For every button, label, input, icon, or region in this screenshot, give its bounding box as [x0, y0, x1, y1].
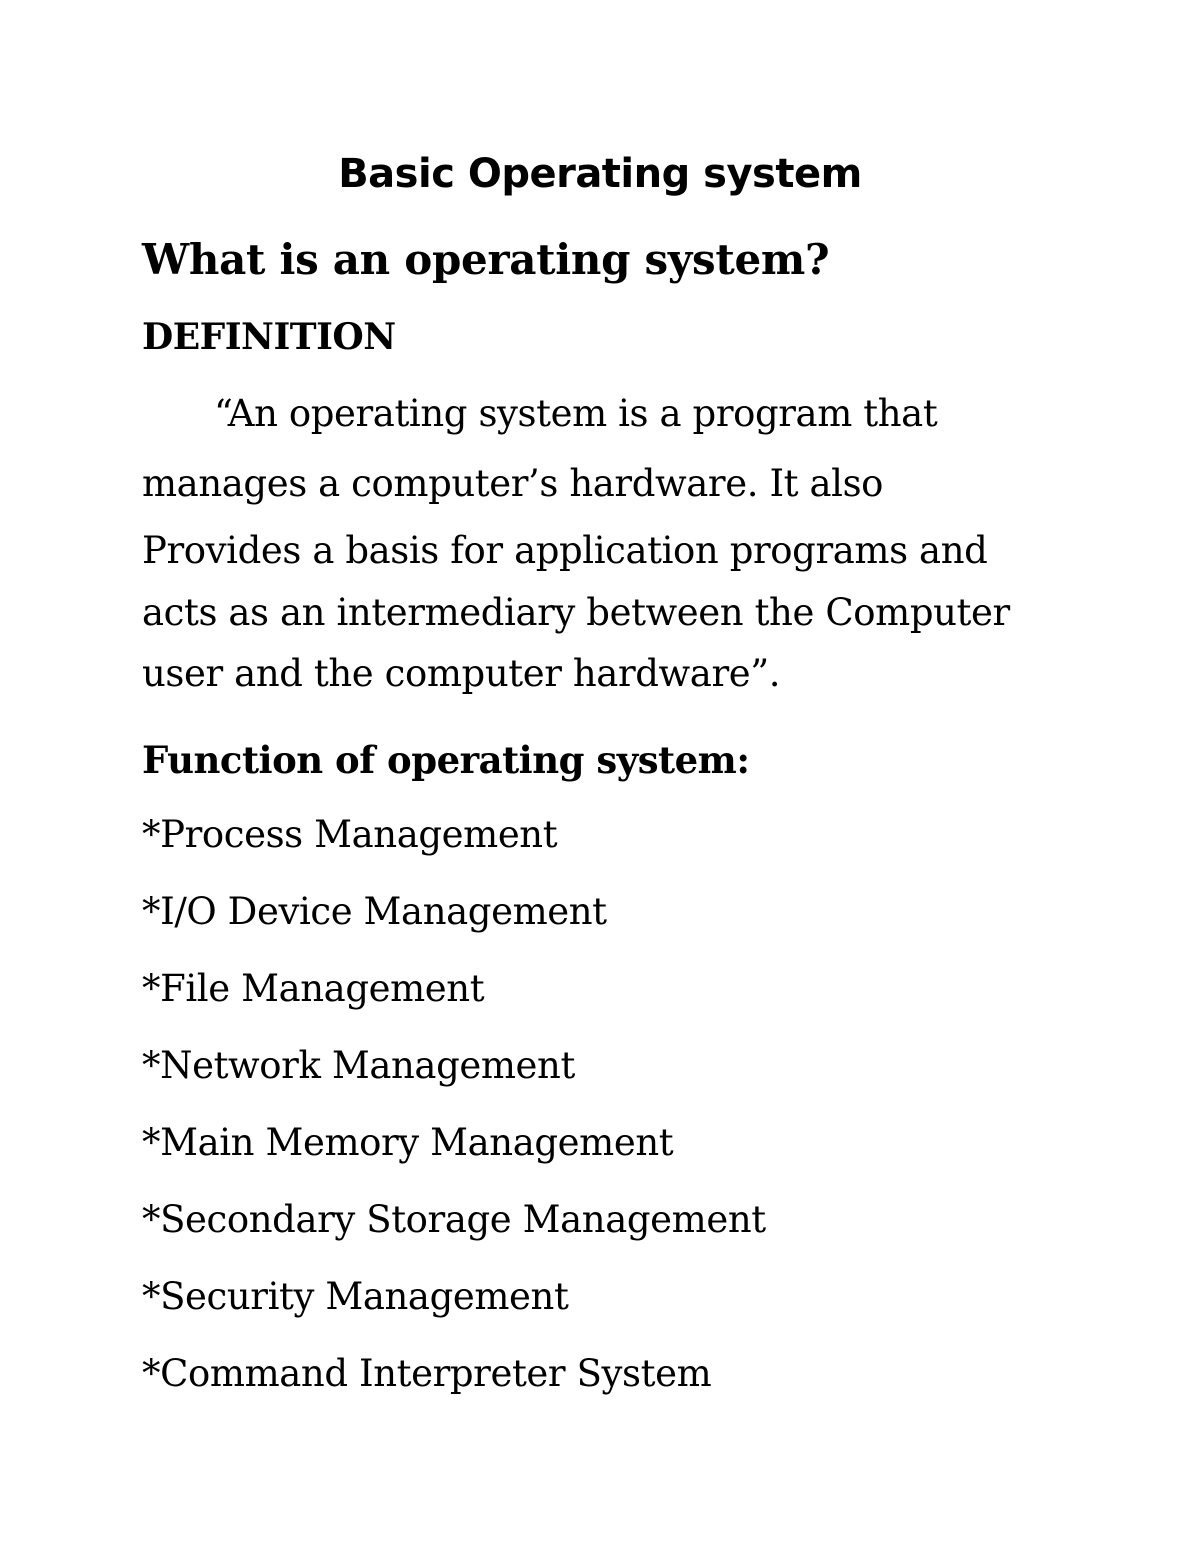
list-item: *Main Memory Management	[142, 1121, 674, 1164]
list-item: *Network Management	[142, 1044, 575, 1087]
definition-heading: DEFINITION	[142, 316, 396, 358]
functions-heading: Function of operating system:	[142, 738, 750, 782]
functions-list	[142, 811, 766, 1427]
definition-line: acts as an intermediary between the Computer	[142, 591, 1010, 634]
list-item: *Security Management	[142, 1275, 569, 1318]
question-heading: What is an operating system?	[142, 235, 830, 284]
definition-line: Provides a basis for application programs and	[142, 529, 988, 572]
definition-line: “An operating system is a program that	[214, 392, 938, 435]
list-item: *Process Management	[142, 813, 558, 856]
definition-line: user and the computer hardware”.	[142, 652, 781, 695]
list-item: *I/O Device Management	[142, 890, 607, 933]
definition-line: manages a computer’s hardware. It also	[142, 462, 884, 505]
list-item: *Secondary Storage Management	[142, 1198, 766, 1241]
list-item: *Command Interpreter System	[142, 1352, 712, 1395]
list-item: *File Management	[142, 967, 485, 1010]
page-title: Basic Operating system	[338, 151, 862, 197]
